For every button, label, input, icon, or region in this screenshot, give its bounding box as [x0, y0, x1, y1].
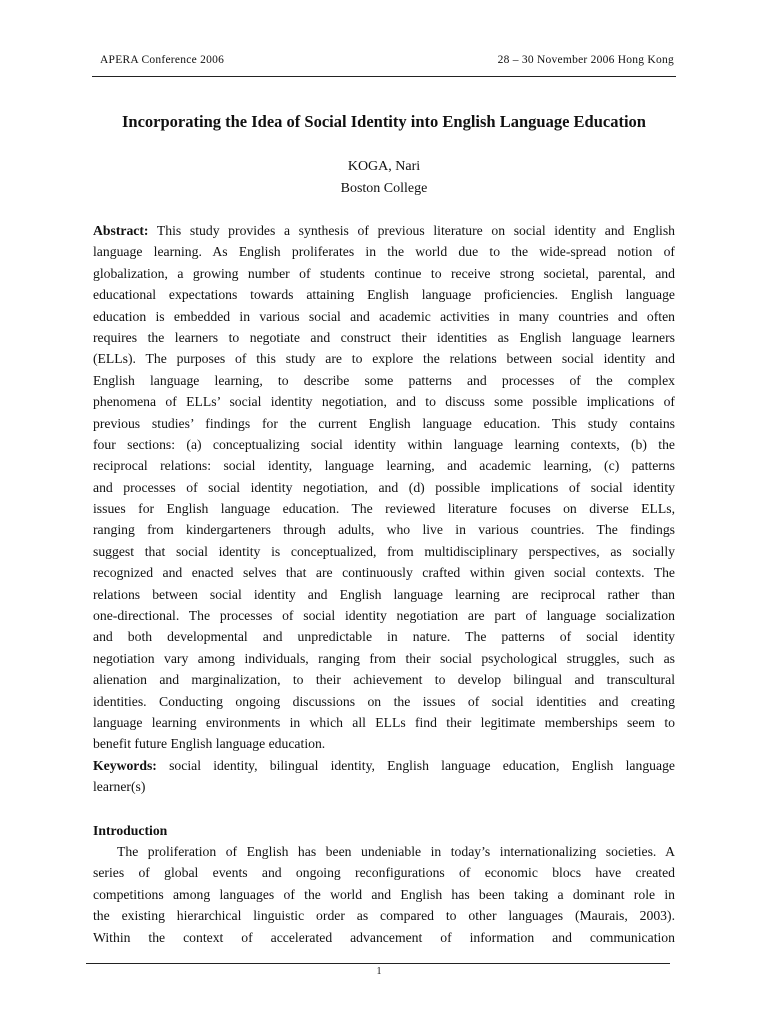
intro-line: Within the context of accelerated advancement of information and communication: [93, 929, 675, 945]
abstract-line: educational expectations towards attaining English language proficiencies. English language: [93, 287, 675, 303]
abstract-line: language learning environments in which all ELLs find their legitimate memberships seem to: [93, 714, 675, 730]
introduction-section: [93, 820, 675, 948]
abstract-line: suggest that social identity is conceptualized, from multidisciplinary perspectives, as socially: [93, 543, 675, 559]
author-name: KOGA, Nari: [347, 159, 421, 174]
abstract-line: issues for English language education. The reviewed literature focuses on diverse ELLs,: [93, 501, 675, 517]
abstract: [93, 220, 675, 755]
section-heading: Introduction: [93, 822, 168, 838]
abstract-line: benefit future English language education.: [93, 736, 326, 752]
abstract-line: education is embedded in various social and academic activities in many countries and often: [93, 308, 675, 324]
footer-rule: [86, 963, 670, 964]
page-number: 1: [376, 966, 382, 977]
spacer: [93, 798, 675, 820]
abstract-line: one-directional. The processes of social identity negotiation are part of language socialization: [93, 608, 675, 624]
abstract-line: and both developmental and unpredictable in nature. The patterns of social identity: [93, 629, 675, 645]
abstract-line: language learning. As English proliferates in the world due to the wide-spread notion of: [93, 244, 675, 260]
keywords-line: Keywords: social identity, bilingual identity, English language education, English language: [93, 757, 675, 773]
abstract-line: Abstract: This study provides a synthesis of previous literature on social identity and English: [93, 223, 675, 238]
abstract-line: reciprocal relations: social identity, language learning, and academic learning, (c) patterns: [93, 458, 675, 474]
author-affiliation: Boston College: [340, 181, 428, 196]
intro-line: the existing hierarchical linguistic order as compared to other languages (Maurais, 2003).: [93, 908, 675, 924]
abstract-line: four sections: (a) conceptualizing social identity within language learning contexts, (b) the: [93, 436, 675, 452]
abstract-line: recognized and enacted selves that are continuously crafted within given social contexts. The: [93, 565, 675, 581]
paper-title: Incorporating the Idea of Social Identity into English Language Education: [122, 112, 646, 131]
abstract-line: identities. Conducting ongoing discussions on the issues of social identities and creating: [93, 693, 675, 709]
author-block: [0, 156, 768, 200]
intro-line: competitions among languages of the world and English has been taking a dominant role in: [93, 886, 675, 902]
abstract-line: alienation and marginalization, to their achievement to develop bilingual and transcultural: [93, 672, 675, 688]
keywords: [93, 755, 675, 798]
running-header: [92, 54, 676, 70]
abstract-line: ranging from kindergarteners through adults, who live in various countries. The findings: [93, 522, 675, 538]
intro-line: The proliferation of English has been undeniable in today’s internationalizing societies. A: [117, 843, 675, 859]
abstract-line: phenomena of ELLs’ social identity negotiation, and to discuss some possible implications of: [93, 394, 675, 410]
intro-line: series of global events and ongoing reconfigurations of economic blocs have created: [93, 865, 675, 881]
abstract-line: relations between social identity and English language learning are reciprocal rather than: [93, 586, 675, 602]
keywords-label: Keywords:: [93, 757, 157, 773]
keywords-line: learner(s): [93, 779, 146, 795]
abstract-line: previous studies’ findings for the current English language education. This study contains: [93, 415, 675, 431]
abstract-label: Abstract:: [93, 223, 149, 238]
header-dates: 28 – 30 November 2006 Hong Kong: [497, 54, 674, 66]
abstract-line: negotiation vary among individuals, ranging from their social psychological struggles, such as: [93, 650, 675, 666]
paper-body: [93, 220, 675, 948]
abstract-line: (ELLs). The purposes of this study are to explore the relations between social identity and: [93, 351, 675, 367]
header-conference: APERA Conference 2006: [100, 54, 225, 66]
abstract-line: globalization, a growing number of students continue to receive strong societal, parental, and: [93, 265, 675, 281]
abstract-line: and processes of social identity negotiation, and (d) possible implications of social identity: [93, 479, 675, 495]
abstract-line: English language learning, to describe some patterns and processes of the complex: [93, 372, 675, 388]
header-rule: [92, 76, 676, 77]
abstract-line: requires the learners to negotiate and construct their identities as English language learners: [93, 329, 675, 345]
